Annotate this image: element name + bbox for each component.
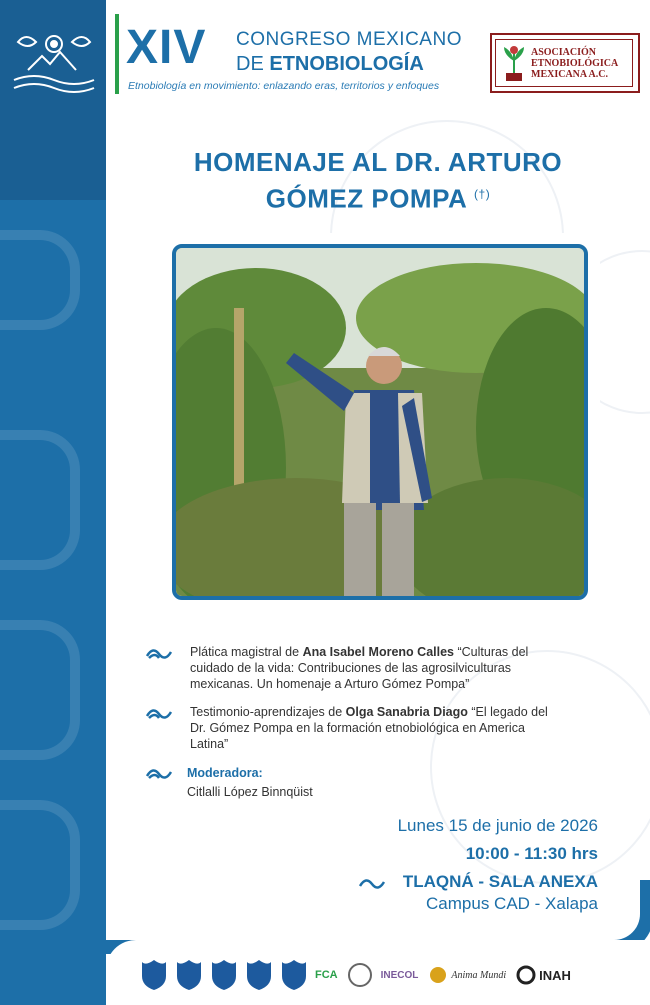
deceased-mark: (†) xyxy=(474,187,491,201)
fca-logo: FCA xyxy=(315,969,338,981)
edition-numeral: XIV xyxy=(126,21,207,74)
talk-title: “Culturas del cuidado de la vida: Contribuciones de las agrosilviculturas mexicanas. Un homenaje a Arturo Gómez Pompa” xyxy=(190,645,529,691)
page-title xyxy=(106,146,650,215)
university-shield-icon xyxy=(280,958,308,992)
band-decoration xyxy=(0,620,80,760)
congress-discipline: ETNOBIOLOGÍA xyxy=(269,53,424,75)
speaker-name: Ana Isabel Moreno Calles xyxy=(302,645,454,659)
university-shield-icon xyxy=(245,958,273,992)
talk-description xyxy=(190,644,565,692)
anima-mundi-logo: Anima Mundi xyxy=(451,969,507,981)
list-item xyxy=(145,644,565,692)
plant-icon xyxy=(500,43,528,83)
band-decoration xyxy=(0,230,80,330)
forest-portrait-image xyxy=(176,248,584,596)
title-accent-line xyxy=(115,14,119,94)
association-line: MEXICANA A.C. xyxy=(531,68,608,80)
association-line: ASOCIACIÓN xyxy=(531,46,597,58)
band-decoration xyxy=(0,430,80,570)
university-shield-icon xyxy=(140,958,168,992)
speaker-name: Olga Sanabria Diago xyxy=(345,705,468,719)
moderator-label: Moderadora: xyxy=(187,766,263,780)
wave-bullet-icon xyxy=(145,646,177,660)
university-shield-icon xyxy=(210,958,238,992)
event-venue: TLAQNÁ - SALA ANEXA xyxy=(402,872,598,891)
university-shield-icon xyxy=(175,958,203,992)
event-date: Lunes 15 de junio de 2026 xyxy=(397,816,598,835)
congress-name-line2 xyxy=(236,54,424,74)
association-name xyxy=(531,47,618,80)
honoree-photo xyxy=(172,244,588,600)
congress-name-line1: CONGRESO MEXICANO xyxy=(236,29,462,50)
association-line: ETNOBIOLÓGICA xyxy=(531,57,619,69)
inecol-logo: INECOL xyxy=(380,969,419,981)
wave-bullet-icon xyxy=(145,766,177,780)
congress-prefix: DE xyxy=(236,53,264,75)
honoree-name: GÓMEZ POMPA xyxy=(265,183,467,214)
title-line2 xyxy=(106,178,650,215)
title-line1: HOMENAJE AL DR. ARTURO xyxy=(193,147,563,177)
anima-mundi-icon xyxy=(428,965,448,985)
sponsor-logos xyxy=(140,955,640,995)
event-time: 10:00 - 11:30 hrs xyxy=(465,844,598,863)
talk-title: “El legado del Dr. Gómez Pompa en la formación etnobiológica en America Latina” xyxy=(190,705,548,751)
list-item xyxy=(145,704,565,752)
congress-emblem-icon xyxy=(8,22,100,100)
congress-tagline: Etnobiología en movimiento: enlazando eras, territorios y enfoques xyxy=(128,80,440,92)
wave-bullet-icon xyxy=(358,876,388,890)
inah-logo: INAH xyxy=(539,967,571,983)
institute-seal-icon xyxy=(346,958,374,992)
inah-icon xyxy=(516,965,536,985)
talk-description xyxy=(190,704,565,752)
event-campus: Campus CAD - Xalapa xyxy=(426,894,598,913)
talk-type: Plática magistral de xyxy=(190,645,303,659)
association-logo xyxy=(490,33,640,93)
talk-type: Testimonio-aprendizajes de xyxy=(190,705,346,719)
wave-bullet-icon xyxy=(145,706,177,720)
moderator-name: Citlalli López Binnqüist xyxy=(187,785,313,799)
